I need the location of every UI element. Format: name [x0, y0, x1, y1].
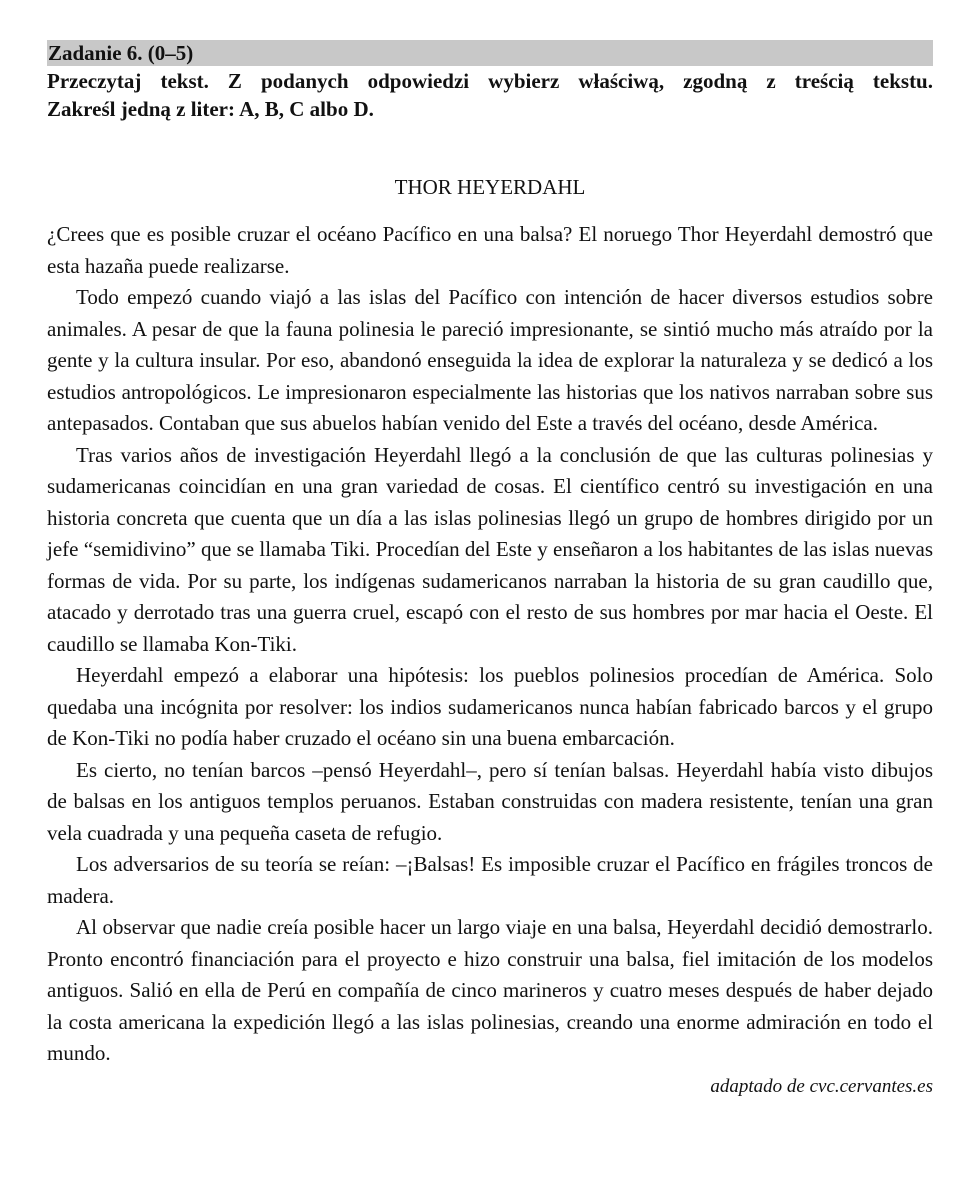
article-title: THOR HEYERDAHL: [394, 175, 586, 199]
article-paragraph-6: Los adversarios de su teoría se reían: –¡Balsas! Es imposible cruzar el Pacífico en frágiles troncos de madera.: [47, 852, 933, 908]
article-paragraph-3: Tras varios años de investigación Heyerdahl llegó a la conclusión de que las culturas polinesias y sudamericanas coincidían en una gran variedad de cosas. El científico centró su investigación en una historia concreta que cuenta que un día a las islas polinesias llegó un grupo de hombres dirigido por un jefe “semidivino” que se llamaba Tiki. Procedían del Este y enseñaron a los habitantes de las islas nuevas formas de vida. Por su parte, los indígenas sudamericanos narraban la historia de su gran caudillo que, atacado y derrotado tras una guerra cruel, escapó con el resto de sus hombres por mar hacia el Oeste. El caudillo se llamaba Kon-Tiki.: [47, 442, 933, 656]
article-source: adaptado de cvc.cervantes.es: [710, 1075, 933, 1097]
article-paragraph-5: Es cierto, no tenían barcos –pensó Heyerdahl–, pero sí tenían balsas. Heyerdahl había visto dibujos de balsas en los antiguos templos peruanos. Estaban construidas con madera resistente, tenían una gran vela cuadrada y una pequeña caseta de refugio.: [47, 757, 933, 845]
article-paragraph-2: Todo empezó cuando viajó a las islas del Pacífico con intención de hacer diversos estudios sobre animales. A pesar de que la fauna polinesia le pareció impresionante, se sintió mucho más atraído por la gente y la cultura insular. Por eso, abandonó enseguida la idea de explorar la naturaleza y se dedicó a los estudios antropológicos. Le impresionaron especialmente las historias que los nativos narraban sobre sus antepasados. Contaban que sus abuelos habían venido del Este a través del océano, desde América.: [47, 285, 933, 435]
instruction-line-1: Przeczytaj tekst. Z podanych odpowiedzi wybierz właściwą, zgodną z treścią tekstu.: [47, 69, 933, 93]
exam-page: [47, 40, 933, 1100]
instruction-line-2: Zakreśl jedną z liter: A, B, C albo D.: [47, 97, 374, 121]
article-paragraph-7: Al observar que nadie creía posible hacer un largo viaje en una balsa, Heyerdahl decidió demostrarlo. Pronto encontró financiación para el proyecto e hizo construir una balsa, fiel imitación de los modelos antiguos. Salió en ella de Perú en compañía de cinco marineros y cuatro meses después de haber dejado la costa americana la expedición llegó a las islas polinesias, creando una enorme admiración en todo el mundo.: [47, 915, 933, 1065]
article-paragraph-1: ¿Crees que es posible cruzar el océano Pacífico en una balsa? El noruego Thor Heyerdahl demostró que esta hazaña puede realizarse.: [47, 222, 933, 278]
task-header: Zadanie 6. (0–5): [47, 40, 933, 66]
article-body: [47, 219, 933, 1070]
task-instructions: [47, 67, 933, 123]
article-paragraph-4: Heyerdahl empezó a elaborar una hipótesis: los pueblos polinesios procedían de América. Solo quedaba una incógnita por resolver: los indios sudamericanos nunca habían fabricado barcos y el grupo de Kon-Tiki no podía haber cruzado el océano sin una buena embarcación.: [47, 663, 933, 750]
